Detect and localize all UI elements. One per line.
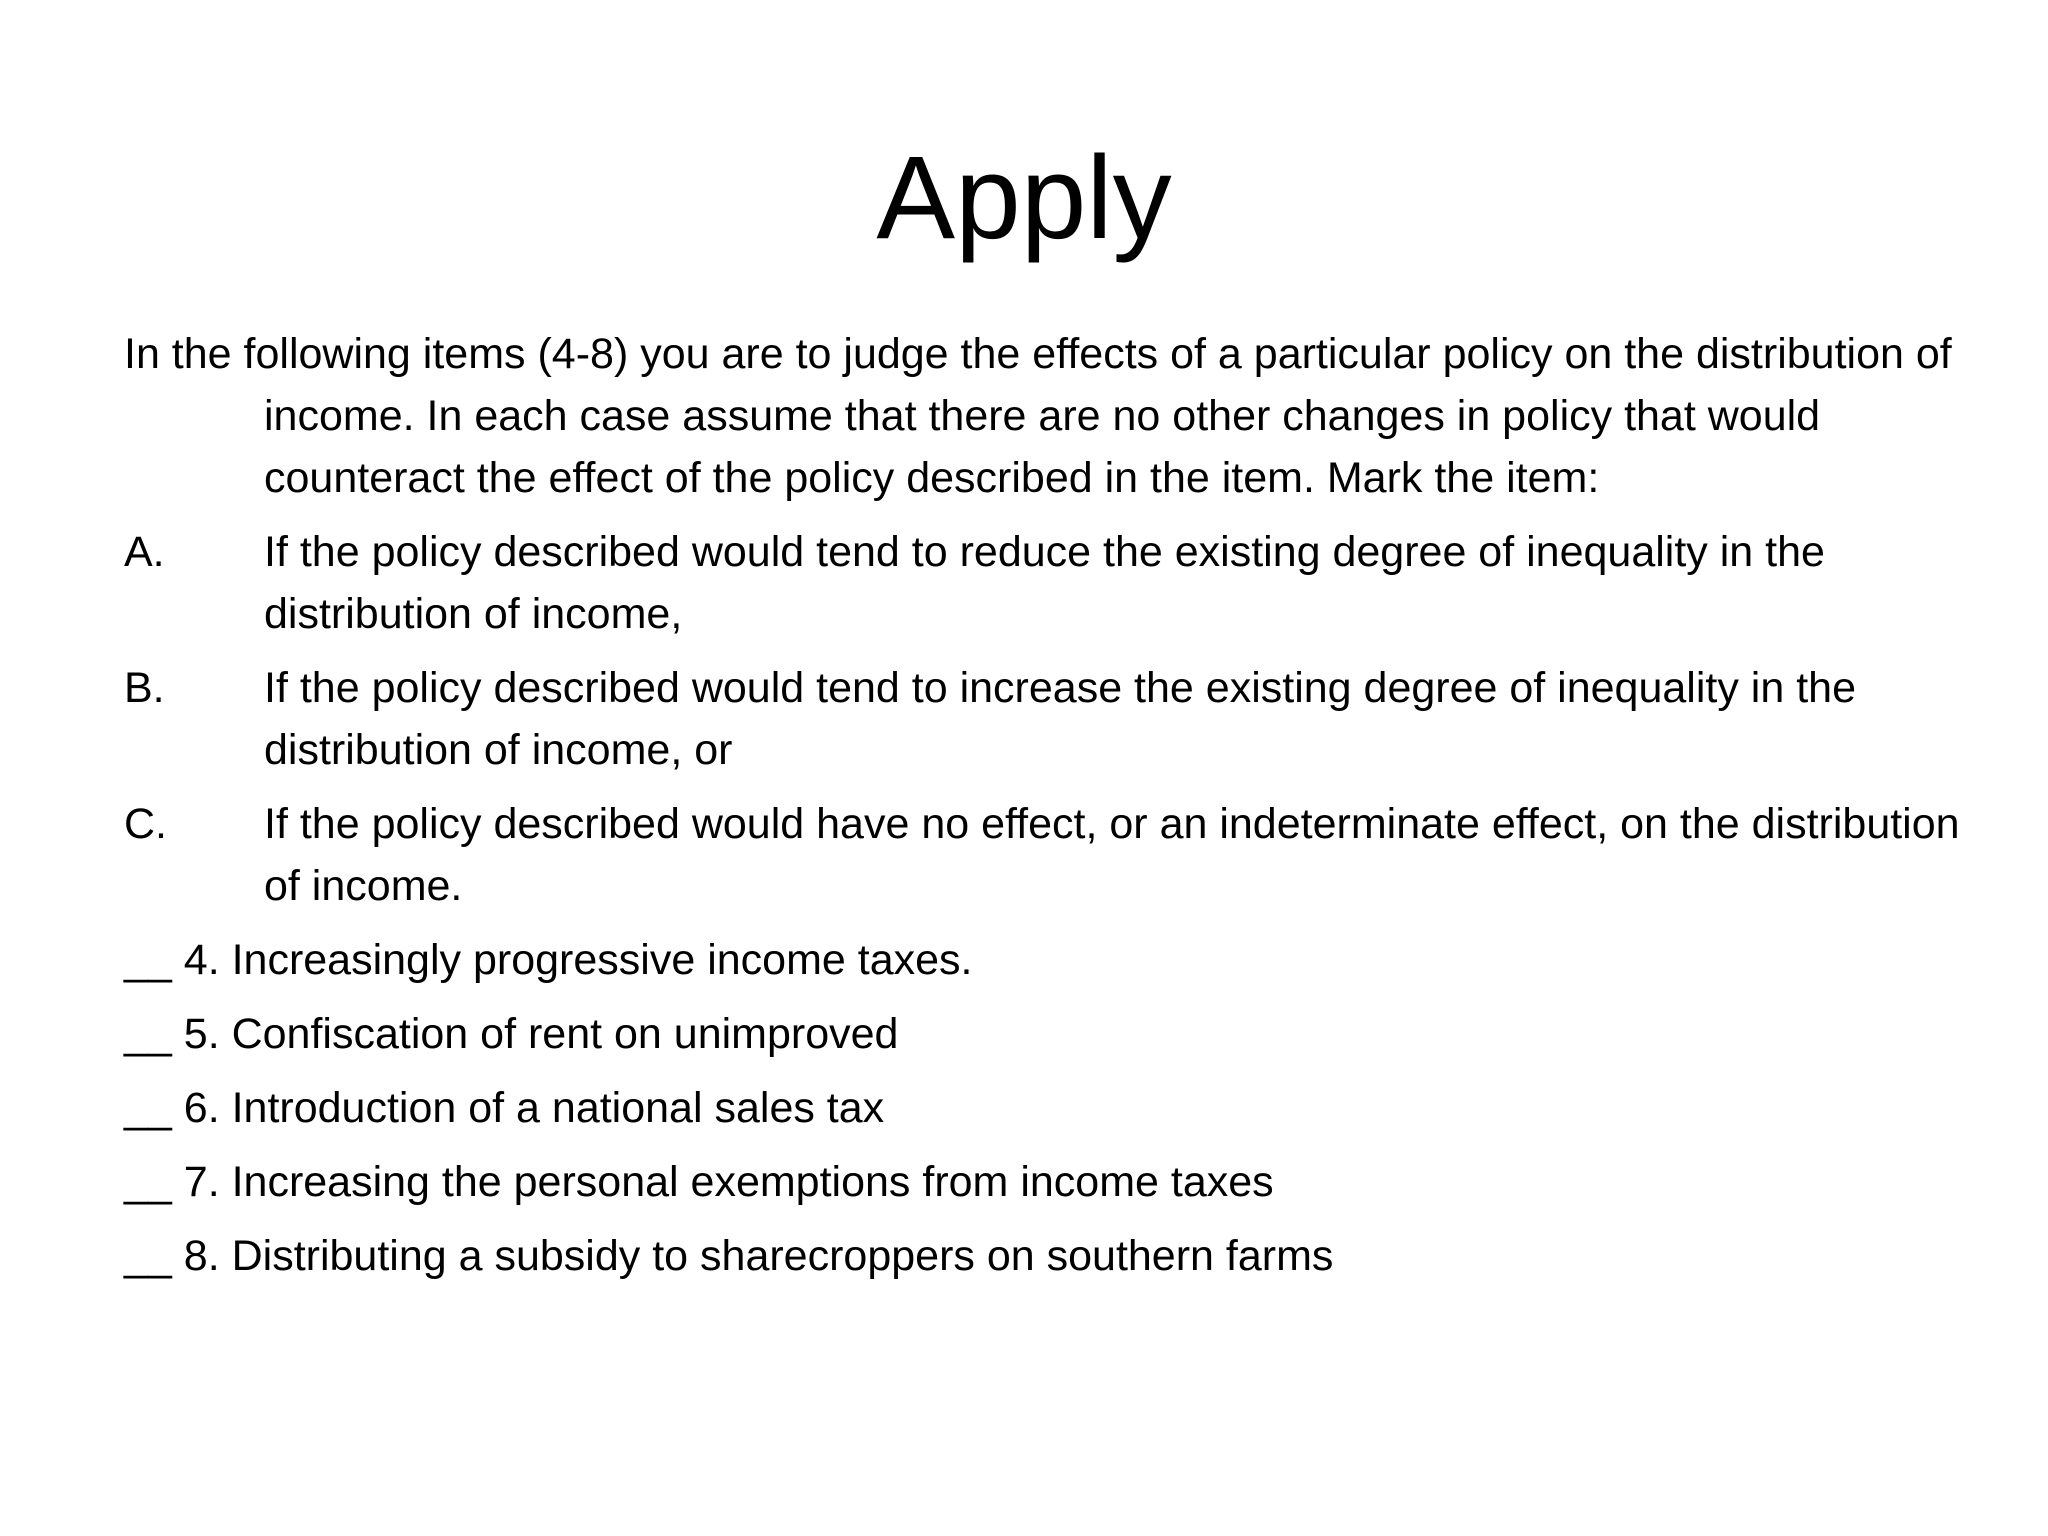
slide-title: Apply — [876, 132, 1172, 264]
option-text: If the policy described would tend to reduce the existing degree of inequality in the distribution of income, — [264, 528, 1825, 638]
item-5: __ 5. Confiscation of rent on unimproved — [124, 1010, 899, 1058]
item-6: __ 6. Introduction of a national sales tax — [124, 1084, 885, 1132]
item-4: __ 4. Increasingly progressive income taxes. — [124, 936, 973, 984]
option-text: If the policy described would tend to increase the existing degree of inequality in the distribution of income, or — [264, 664, 1856, 774]
option-b — [124, 657, 1964, 781]
option-a — [124, 521, 1964, 645]
option-text: If the policy described would have no effect, or an indeterminate effect, on the distribution of income. — [264, 800, 1960, 910]
item-7: __ 7. Increasing the personal exemptions from income taxes — [124, 1158, 1274, 1206]
intro-paragraph: In the following items (4-8) you are to judge the effects of a particular policy on the distribution of income. In each case assume that there are no other changes in policy that would counteract the effect of the policy described in the item. Mark the item: — [124, 330, 1952, 502]
option-c — [124, 793, 1964, 917]
slide-body — [124, 323, 1964, 1299]
option-letter: B. — [124, 664, 165, 712]
option-letter: A. — [124, 528, 165, 576]
item-8: __ 8. Distributing a subsidy to sharecroppers on southern farms — [124, 1232, 1334, 1280]
option-letter: C. — [124, 800, 167, 848]
